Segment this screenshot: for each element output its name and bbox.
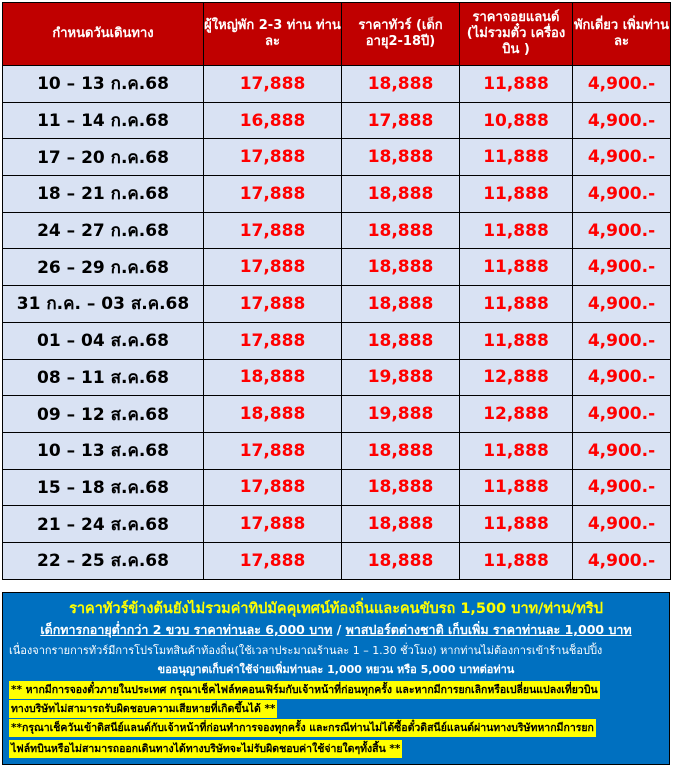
child-price-cell: 18,888 <box>342 66 460 103</box>
table-row <box>3 396 671 433</box>
adult-price-cell: 16,888 <box>204 102 342 139</box>
child-price-cell: 18,888 <box>342 506 460 543</box>
joinland-price-cell: 11,888 <box>460 469 573 506</box>
adult-price-cell: 17,888 <box>204 542 342 579</box>
header-adult: ผู้ใหญ่พัก 2-3 ท่าน ท่านละ <box>204 3 342 66</box>
single-supplement-cell: 4,900.- <box>573 212 671 249</box>
single-supplement-cell: 4,900.- <box>573 102 671 139</box>
table-row <box>3 359 671 396</box>
single-supplement-cell: 4,900.- <box>573 506 671 543</box>
joinland-price-cell: 11,888 <box>460 212 573 249</box>
date-cell: 26 – 29 ก.ค.68 <box>3 249 204 286</box>
adult-price-cell: 17,888 <box>204 212 342 249</box>
date-cell: 18 – 21 ก.ค.68 <box>3 176 204 213</box>
warning-domestic-flight-2: ทางบริษัทไม่สามารถรับผิดชอบความเสียหายที่เกิดขึ้นได้ ** <box>9 700 277 718</box>
child-price-cell: 18,888 <box>342 286 460 323</box>
child-price-cell: 18,888 <box>342 176 460 213</box>
single-supplement-cell: 4,900.- <box>573 432 671 469</box>
tip-note: ราคาทัวร์ข้างต้นยังไม่รวมค่าทิปมัคคุเทศน์ท้องถิ่นและคนขับรถ 1,500 บาท/ท่าน/ทริป <box>69 601 603 617</box>
table-row <box>3 322 671 359</box>
adult-price-cell: 17,888 <box>204 469 342 506</box>
joinland-price-cell: 10,888 <box>460 102 573 139</box>
joinland-price-cell: 11,888 <box>460 286 573 323</box>
adult-price-cell: 18,888 <box>204 396 342 433</box>
joinland-price-cell: 11,888 <box>460 322 573 359</box>
joinland-price-cell: 11,888 <box>460 506 573 543</box>
single-supplement-cell: 4,900.- <box>573 66 671 103</box>
date-cell: 01 – 04 ส.ค.68 <box>3 322 204 359</box>
date-cell: 09 – 12 ส.ค.68 <box>3 396 204 433</box>
date-cell: 21 – 24 ส.ค.68 <box>3 506 204 543</box>
adult-price-cell: 17,888 <box>204 322 342 359</box>
adult-price-cell: 18,888 <box>204 359 342 396</box>
infant-price: เด็กทารกอายุต่ำกว่า 2 ขวบ ราคาท่านละ 6,000 บาท <box>40 622 333 637</box>
child-price-cell: 18,888 <box>342 432 460 469</box>
adult-price-cell: 17,888 <box>204 176 342 213</box>
single-supplement-cell: 4,900.- <box>573 176 671 213</box>
single-supplement-cell: 4,900.- <box>573 322 671 359</box>
joinland-price-cell: 11,888 <box>460 432 573 469</box>
table-row <box>3 66 671 103</box>
date-cell: 08 – 11 ส.ค.68 <box>3 359 204 396</box>
table-row <box>3 176 671 213</box>
joinland-price-cell: 12,888 <box>460 396 573 433</box>
adult-price-cell: 17,888 <box>204 286 342 323</box>
table-row <box>3 469 671 506</box>
joinland-price-cell: 11,888 <box>460 249 573 286</box>
single-supplement-cell: 4,900.- <box>573 542 671 579</box>
shopping-fee-note: ขออนุญาตเก็บค่าใช้จ่ายเพิ่มท่านละ 1,000 หยวน หรือ 5,000 บาทต่อท่าน <box>157 663 515 676</box>
joinland-price-cell: 11,888 <box>460 176 573 213</box>
joinland-price-cell: 11,888 <box>460 139 573 176</box>
single-supplement-cell: 4,900.- <box>573 469 671 506</box>
header-row <box>3 3 671 66</box>
notes-panel <box>2 592 670 765</box>
adult-price-cell: 17,888 <box>204 249 342 286</box>
date-cell: 22 – 25 ส.ค.68 <box>3 542 204 579</box>
date-cell: 15 – 18 ส.ค.68 <box>3 469 204 506</box>
header-date: กำหนดวันเดินทาง <box>3 3 204 66</box>
child-price-cell: 17,888 <box>342 102 460 139</box>
single-supplement-cell: 4,900.- <box>573 286 671 323</box>
date-cell: 10 – 13 ก.ค.68 <box>3 66 204 103</box>
child-price-cell: 18,888 <box>342 469 460 506</box>
child-price-cell: 19,888 <box>342 396 460 433</box>
price-rows <box>3 66 671 580</box>
table-row <box>3 249 671 286</box>
header-joinland: ราคาจอยแลนด์ (ไม่รวมตั๋ว เครื่องบิน ) <box>460 3 573 66</box>
single-supplement-cell: 4,900.- <box>573 396 671 433</box>
single-supplement-cell: 4,900.- <box>573 359 671 396</box>
infant-passport-note: เด็กทารกอายุต่ำกว่า 2 ขวบ ราคาท่านละ 6,000 บาท / พาสปอร์ตต่างชาติ เก็บเพิ่ม ราคาท่านละ 1,000 บาท <box>40 622 632 637</box>
date-cell: 11 – 14 ก.ค.68 <box>3 102 204 139</box>
joinland-price-cell: 12,888 <box>460 359 573 396</box>
child-price-cell: 18,888 <box>342 322 460 359</box>
warning-domestic-flight-1: ** หากมีการจองตั๋วภายในประเทศ กรุณาเช็คไฟล์ทคอนเฟิร์มกับเจ้าหน้าที่ก่อนทุกครั้ง และหากมีการยกเลิกหรือเปลี่ยนแปลงเที่ยวบิน <box>9 681 600 699</box>
table-row <box>3 542 671 579</box>
header-child: ราคาทัวร์ (เด็กอายุ2-18ปี) <box>342 3 460 66</box>
joinland-price-cell: 11,888 <box>460 542 573 579</box>
date-cell: 17 – 20 ก.ค.68 <box>3 139 204 176</box>
price-table <box>2 2 671 580</box>
adult-price-cell: 17,888 <box>204 432 342 469</box>
child-price-cell: 19,888 <box>342 359 460 396</box>
passport-label: พาสปอร์ตต่างชาติ เก็บเพิ่ม <box>345 622 489 637</box>
date-cell: 10 – 13 ส.ค.68 <box>3 432 204 469</box>
adult-price-cell: 17,888 <box>204 66 342 103</box>
table-row <box>3 102 671 139</box>
adult-price-cell: 17,888 <box>204 506 342 543</box>
adult-price-cell: 17,888 <box>204 139 342 176</box>
table-row <box>3 286 671 323</box>
passport-price: ราคาท่านละ 1,000 บาท <box>488 622 632 637</box>
table-row <box>3 432 671 469</box>
warning-disneyland-2: ไฟล์ทบินหรือไม่สามารถออกเดินทางได้ทางบริษัทจะไม่รับผิดชอบค่าใช้จ่ายใดๆทั้งสิ้น ** <box>9 740 402 758</box>
joinland-price-cell: 11,888 <box>460 66 573 103</box>
child-price-cell: 18,888 <box>342 542 460 579</box>
child-price-cell: 18,888 <box>342 212 460 249</box>
table-row <box>3 139 671 176</box>
table-row <box>3 212 671 249</box>
child-price-cell: 18,888 <box>342 139 460 176</box>
date-cell: 31 ก.ค. – 03 ส.ค.68 <box>3 286 204 323</box>
table-row <box>3 506 671 543</box>
single-supplement-cell: 4,900.- <box>573 139 671 176</box>
date-cell: 24 – 27 ก.ค.68 <box>3 212 204 249</box>
shopping-note: เนื่องจากรายการทัวร์มีการโปรโมทสินค้าท้องถิ่น(ใช้เวลาประมาณร้านละ 1 – 1.30 ชั่วโมง) หากท่านไม่ต้องการเข้าร้านช็อปปิ้ง <box>9 644 603 657</box>
header-single: พักเดี่ยว เพิ่มท่านละ <box>573 3 671 66</box>
warning-disneyland-1: **กรุณาเช็ควันเข้าดิสนีย์แลนด์กับเจ้าหน้าที่ก่อนทำการจองทุกครั้ง และกรณีท่านไม่ได้ซื้อตั๋วดิสนีย์แลนด์ผ่านทางบริษัทหากมีการยก <box>9 719 596 737</box>
child-price-cell: 18,888 <box>342 249 460 286</box>
single-supplement-cell: 4,900.- <box>573 249 671 286</box>
